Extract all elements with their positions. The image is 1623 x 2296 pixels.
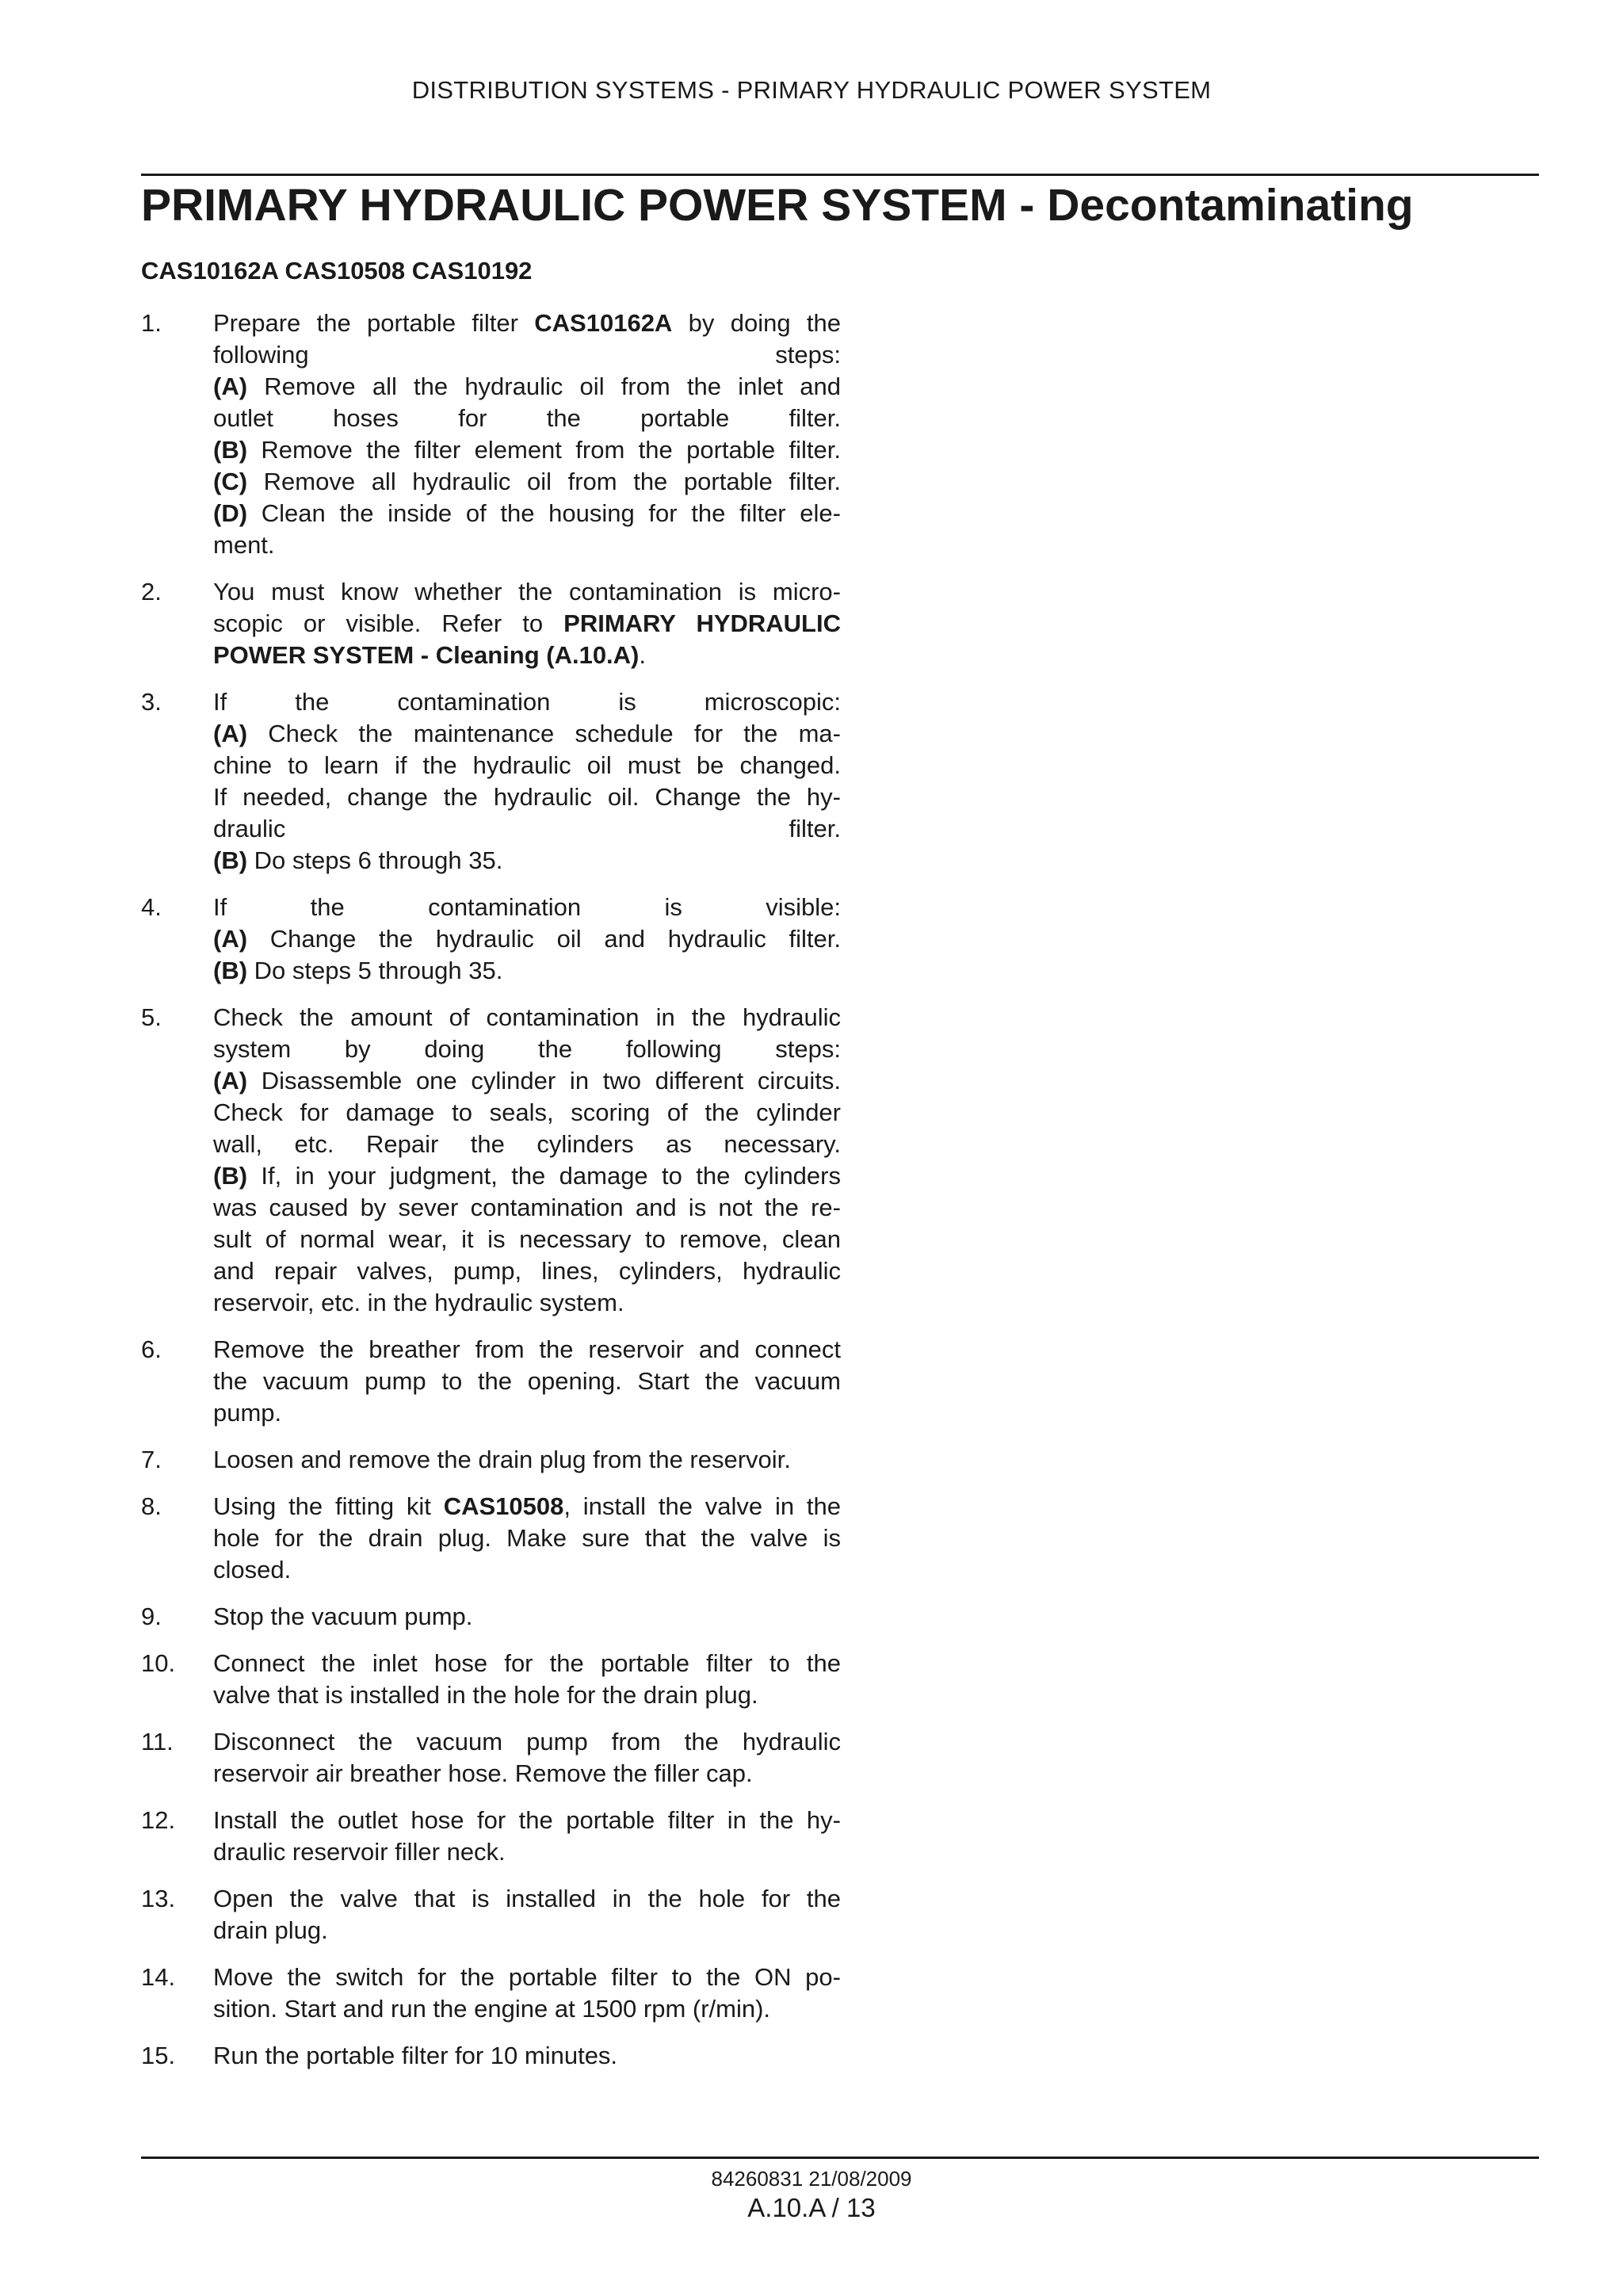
tool-list: CAS10162A CAS10508 CAS10192 bbox=[141, 257, 533, 285]
bold-reference: (A) bbox=[213, 720, 248, 747]
step-line bbox=[213, 955, 841, 987]
text-run: hole for the drain plug. Make sure that the valve is bbox=[213, 1524, 841, 1552]
text-run: Move the switch for the portable filter to the ON po- bbox=[213, 1963, 841, 1991]
step-line bbox=[213, 781, 841, 813]
step-number: 8. bbox=[141, 1492, 162, 1520]
step-text bbox=[213, 686, 841, 877]
step-line bbox=[213, 1002, 841, 1033]
bold-reference: (B) bbox=[213, 957, 248, 984]
step-item bbox=[141, 1334, 841, 1429]
step-number: 5. bbox=[141, 1003, 162, 1031]
step-line bbox=[213, 1366, 841, 1397]
step-line bbox=[213, 718, 841, 750]
text-run: Remove the breather from the reservoir and connect bbox=[213, 1335, 841, 1363]
footer-rule bbox=[141, 2157, 1539, 2159]
text-run: reservoir, etc. in the hydraulic system. bbox=[213, 1289, 624, 1316]
step-line bbox=[213, 1065, 841, 1097]
step-line bbox=[213, 1554, 841, 1586]
step-line bbox=[213, 1758, 841, 1790]
step-text bbox=[213, 1805, 841, 1868]
step-line bbox=[213, 1805, 841, 1836]
step-line bbox=[213, 403, 841, 434]
step-text bbox=[213, 1601, 841, 1633]
step-item bbox=[141, 1491, 841, 1586]
bold-reference: (A) bbox=[213, 372, 248, 400]
step-item bbox=[141, 892, 841, 987]
step-line bbox=[213, 750, 841, 781]
text-run: Remove all hydraulic oil from the portable filter. bbox=[247, 468, 841, 495]
step-number: 4. bbox=[141, 893, 162, 921]
bold-reference: (A) bbox=[213, 925, 248, 953]
step-item bbox=[141, 1883, 841, 1946]
step-item bbox=[141, 686, 841, 877]
text-run: Disconnect the vacuum pump from the hydraulic bbox=[213, 1728, 841, 1755]
text-run: Remove all the hydraulic oil from the inlet and bbox=[247, 372, 841, 400]
step-item bbox=[141, 1726, 841, 1790]
step-line bbox=[213, 1993, 841, 2025]
step-number: 3. bbox=[141, 688, 162, 716]
text-run: If needed, change the hydraulic oil. Change the hy- bbox=[213, 783, 841, 811]
text-run: Stop the vacuum pump. bbox=[213, 1603, 473, 1630]
text-run: by doing the bbox=[672, 309, 841, 337]
text-run: following steps: bbox=[213, 341, 841, 369]
step-text bbox=[213, 1444, 841, 1476]
text-run: scopic or visible. Refer to bbox=[213, 609, 564, 637]
step-text bbox=[213, 892, 841, 987]
text-run: Run the portable filter for 10 minutes. bbox=[213, 2042, 618, 2069]
bold-reference: PRIMARY HYDRAULIC bbox=[563, 609, 841, 637]
step-text bbox=[213, 308, 841, 561]
text-run: , install the valve in the bbox=[563, 1492, 841, 1520]
step-line bbox=[213, 1648, 841, 1679]
step-number: 12. bbox=[141, 1806, 176, 1834]
bold-reference: CAS10508 bbox=[443, 1492, 564, 1520]
step-line bbox=[213, 1224, 841, 1255]
step-item bbox=[141, 1648, 841, 1711]
step-number: 15. bbox=[141, 2042, 176, 2069]
text-run: chine to learn if the hydraulic oil must be changed. bbox=[213, 751, 841, 779]
step-line bbox=[213, 1726, 841, 1758]
step-line bbox=[213, 1160, 841, 1192]
step-number: 13. bbox=[141, 1885, 176, 1912]
step-text bbox=[213, 576, 841, 671]
text-run: Using the fitting kit bbox=[213, 1492, 444, 1520]
text-run: the vacuum pump to the opening. Start the vacuum bbox=[213, 1367, 841, 1395]
step-line bbox=[213, 1192, 841, 1224]
running-header: DISTRIBUTION SYSTEMS - PRIMARY HYDRAULIC POWER SYSTEM bbox=[411, 76, 1212, 104]
document-code: 84260831 21/08/2009 bbox=[711, 2167, 912, 2191]
text-run: Change the hydraulic oil and hydraulic filter. bbox=[247, 925, 841, 953]
text-run: and repair valves, pump, lines, cylinders, hydraulic bbox=[213, 1257, 841, 1285]
page-number: A.10.A / 13 bbox=[747, 2193, 876, 2222]
step-text bbox=[213, 2040, 841, 2072]
step-line bbox=[213, 1129, 841, 1160]
text-run: Install the outlet hose for the portable filter in the hy- bbox=[213, 1806, 841, 1834]
bold-reference: CAS10162A bbox=[534, 309, 673, 337]
text-run: Clean the inside of the housing for the filter ele- bbox=[247, 499, 841, 527]
bold-reference: (C) bbox=[213, 468, 248, 495]
step-item bbox=[141, 1805, 841, 1868]
bold-reference: (B) bbox=[213, 1162, 248, 1190]
text-run: sition. Start and run the engine at 1500 rpm (r/min). bbox=[213, 1995, 771, 2023]
text-run: closed. bbox=[213, 1556, 292, 1584]
step-line bbox=[213, 923, 841, 955]
text-run: Disassemble one cylinder in two different circuits. bbox=[247, 1067, 841, 1095]
text-run: If, in your judgment, the damage to the cylinders bbox=[247, 1162, 841, 1190]
bold-reference: (D) bbox=[213, 499, 248, 527]
step-line bbox=[213, 1397, 841, 1429]
step-line bbox=[213, 1679, 841, 1711]
text-run: ment. bbox=[213, 531, 275, 559]
step-text bbox=[213, 1883, 841, 1946]
text-run: system by doing the following steps: bbox=[213, 1035, 841, 1063]
step-line bbox=[213, 640, 841, 671]
text-run: sult of normal wear, it is necessary to remove, clean bbox=[213, 1225, 841, 1253]
step-line bbox=[213, 1522, 841, 1554]
text-run: was caused by sever contamination and is not the re- bbox=[213, 1194, 841, 1221]
text-run: Open the valve that is installed in the hole for the bbox=[213, 1885, 841, 1912]
text-run: You must know whether the contamination is micro- bbox=[213, 578, 841, 606]
text-run: wall, etc. Repair the cylinders as necessary. bbox=[213, 1130, 841, 1158]
step-text bbox=[213, 1648, 841, 1711]
step-item bbox=[141, 1444, 841, 1476]
text-run: valve that is installed in the hole for the drain plug. bbox=[213, 1681, 758, 1709]
step-line bbox=[213, 813, 841, 845]
step-item bbox=[141, 308, 841, 561]
step-line bbox=[213, 2040, 841, 2072]
step-item bbox=[141, 2040, 841, 2072]
step-line bbox=[213, 1287, 841, 1319]
step-text bbox=[213, 1491, 841, 1586]
bold-reference: (A) bbox=[213, 1067, 248, 1095]
step-item bbox=[141, 1002, 841, 1319]
step-item bbox=[141, 1601, 841, 1633]
step-number: 11. bbox=[141, 1728, 174, 1755]
step-number: 1. bbox=[141, 309, 162, 337]
text-run: If the contamination is microscopic: bbox=[213, 688, 841, 716]
step-line bbox=[213, 892, 841, 923]
step-text bbox=[213, 1002, 841, 1319]
step-line bbox=[213, 845, 841, 877]
text-run: Do steps 5 through 35. bbox=[247, 957, 503, 984]
step-number: 10. bbox=[141, 1649, 176, 1677]
text-run: outlet hoses for the portable filter. bbox=[213, 404, 841, 432]
step-line bbox=[213, 1444, 841, 1476]
step-line bbox=[213, 1883, 841, 1915]
step-line bbox=[213, 1962, 841, 1993]
step-text bbox=[213, 1962, 841, 2025]
text-run: Remove the filter element from the portable filter. bbox=[247, 436, 841, 464]
step-item bbox=[141, 1962, 841, 2025]
step-line bbox=[213, 1033, 841, 1065]
step-line bbox=[213, 1491, 841, 1522]
text-run: . bbox=[639, 641, 647, 669]
step-item bbox=[141, 576, 841, 671]
text-run: Check the maintenance schedule for the ma- bbox=[247, 720, 841, 747]
bold-reference: (B) bbox=[213, 846, 248, 874]
text-run: Connect the inlet hose for the portable filter to the bbox=[213, 1649, 841, 1677]
step-number: 2. bbox=[141, 578, 162, 606]
step-line bbox=[213, 529, 841, 561]
step-number: 9. bbox=[141, 1603, 162, 1630]
text-run: Loosen and remove the drain plug from the reservoir. bbox=[213, 1446, 791, 1473]
step-line bbox=[213, 434, 841, 466]
step-line bbox=[213, 371, 841, 403]
text-run: Do steps 6 through 35. bbox=[247, 846, 503, 874]
text-run: pump. bbox=[213, 1399, 282, 1427]
step-line bbox=[213, 466, 841, 498]
step-text bbox=[213, 1334, 841, 1429]
step-line bbox=[213, 686, 841, 718]
page-title: PRIMARY HYDRAULIC POWER SYSTEM - Decontaminating bbox=[141, 180, 1414, 231]
step-line bbox=[213, 339, 841, 371]
bold-reference: POWER SYSTEM - Cleaning (A.10.A) bbox=[213, 641, 640, 669]
text-run: draulic reservoir filler neck. bbox=[213, 1838, 506, 1866]
step-text bbox=[213, 1726, 841, 1790]
text-run: drain plug. bbox=[213, 1916, 328, 1944]
step-line bbox=[213, 308, 841, 339]
step-line bbox=[213, 1601, 841, 1633]
step-number: 7. bbox=[141, 1446, 162, 1473]
step-line bbox=[213, 1334, 841, 1366]
step-line bbox=[213, 1255, 841, 1287]
step-number: 6. bbox=[141, 1335, 162, 1363]
step-line bbox=[213, 498, 841, 529]
step-line bbox=[213, 1097, 841, 1129]
text-run: Check for damage to seals, scoring of the cylinder bbox=[213, 1098, 841, 1126]
bold-reference: (B) bbox=[213, 436, 248, 464]
step-line bbox=[213, 576, 841, 608]
header-rule bbox=[141, 174, 1539, 176]
text-run: draulic filter. bbox=[213, 815, 841, 842]
step-line bbox=[213, 1915, 841, 1946]
step-line bbox=[213, 1836, 841, 1868]
text-run: Prepare the portable filter bbox=[213, 309, 535, 337]
text-run: reservoir air breather hose. Remove the filler cap. bbox=[213, 1759, 753, 1787]
step-list bbox=[141, 308, 841, 2087]
text-run: Check the amount of contamination in the hydraulic bbox=[213, 1003, 841, 1031]
step-number: 14. bbox=[141, 1963, 176, 1991]
step-line bbox=[213, 608, 841, 640]
text-run: If the contamination is visible: bbox=[213, 893, 841, 921]
